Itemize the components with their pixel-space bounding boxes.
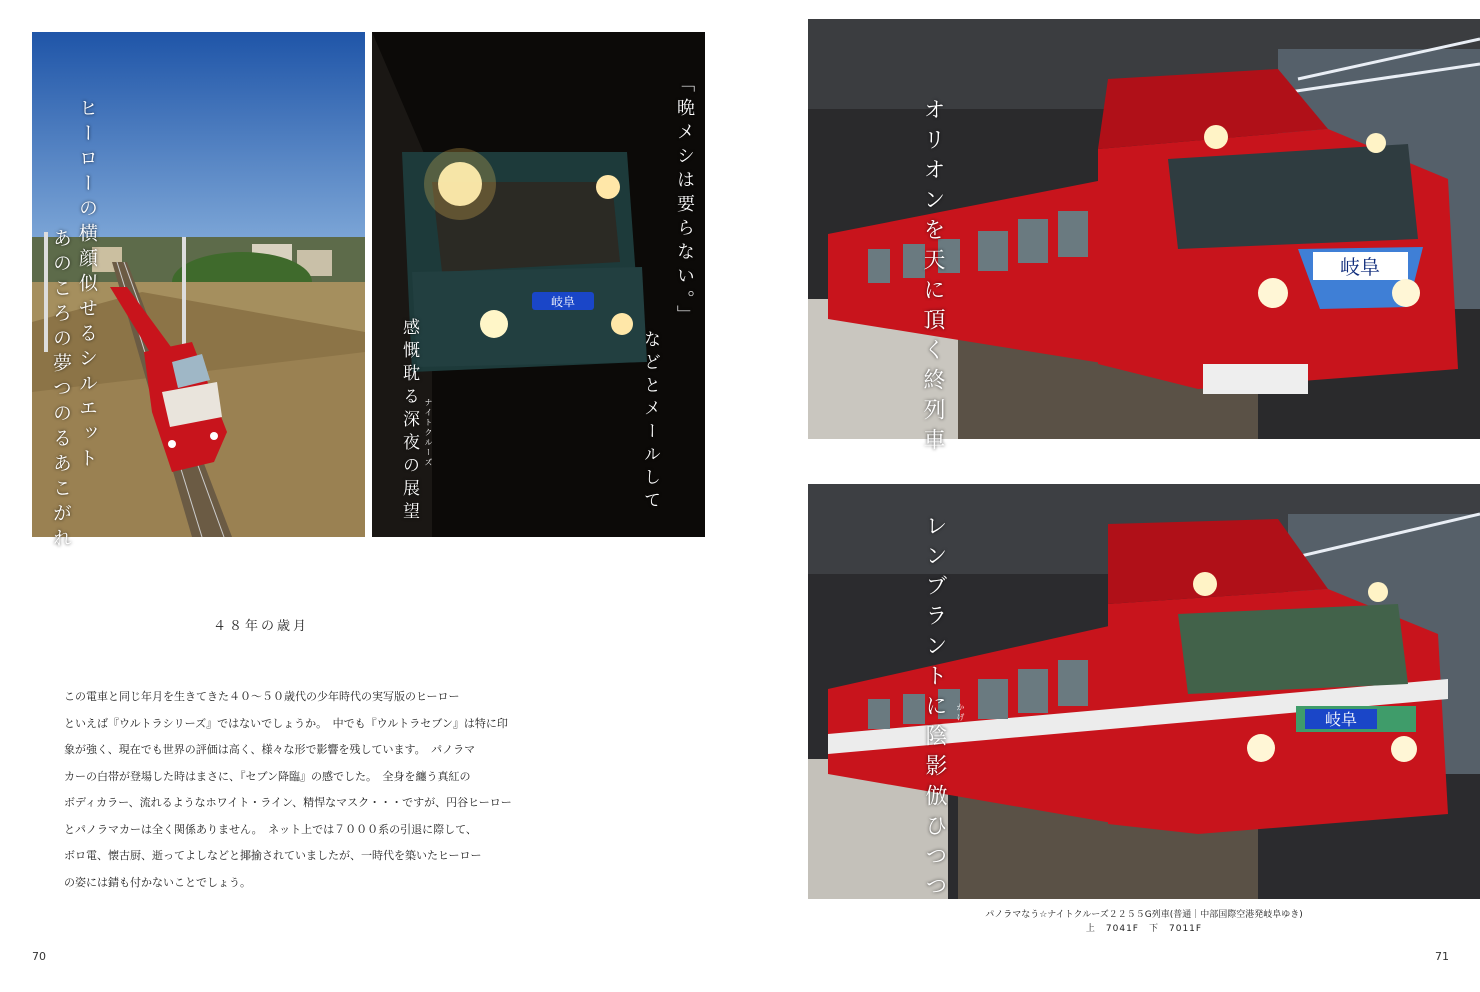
- page-number-left: 70: [32, 950, 46, 963]
- photo3-tanka: オリオンを天に頂く終列車: [920, 98, 945, 458]
- photo4-ruby: かげ: [956, 703, 965, 723]
- photo3-destination-sign: 岐阜: [1340, 255, 1380, 279]
- body-line: 象が強く、現在でも世界の評価は高く、様々な形で影響を残しています。 パノラマ: [64, 743, 476, 756]
- photo4-destination-sign: 岐阜: [1324, 710, 1358, 729]
- body-line: この電車と同じ年月を生きてきた４０～５０歳代の少年時代の実写版のヒーロー: [64, 690, 460, 703]
- photo2-mail-line: などとメールして: [640, 330, 660, 514]
- body-line: といえば『ウルトラシリーズ』ではないでしょうか。 中でも『ウルトラセブン』は特に印: [64, 716, 508, 730]
- photo2-ruby: ナイトクルーズ: [424, 398, 433, 468]
- body-line: とパノラマカーは全く関係ありません。 ネット上では７０００系の引退に際して、: [64, 822, 477, 836]
- body-line: の姿には錆も付かないことでしょう。: [64, 875, 251, 889]
- photo2-quote: 「晩メシは要らない。」: [674, 74, 695, 329]
- photo1-tanka-line1: ヒーローの横顔似せるシルエット: [76, 98, 98, 473]
- photo4-tanka: レンブラントに陰影倣ひつつ: [922, 514, 947, 904]
- photo-station-lower: [808, 484, 1480, 899]
- photo2-tanka-line: 感慨耽る深夜の展望: [399, 318, 419, 525]
- page-number-right: 71: [1435, 950, 1449, 963]
- article-heading: ４８年の歳月: [213, 619, 310, 634]
- photo-caption-formation: 上 7041F 下 7011F: [1085, 924, 1203, 934]
- body-line: ボロ電、懐古厨、逝ってよしなどと揶揄されていましたが、一時代を築いたヒーロー: [64, 849, 482, 862]
- photo-station-upper: [808, 19, 1480, 439]
- photo1-tanka-line2: あのころの夢つのるあこがれ: [50, 228, 72, 553]
- photo-caption: パノラマなう☆ナイトクルーズ２２５５G列車(普通｜中部国際空港発岐阜ゆき): [985, 910, 1303, 920]
- body-line: カーの白帯が登場した時はまさに、『セブン降臨』の感でした。 全身を纏う真紅の: [64, 769, 471, 783]
- body-line: ボディカラー、流れるようなホワイト・ライン、精悍なマスク・・・ですが、円谷ヒーロー: [64, 796, 512, 809]
- article-body: [64, 684, 512, 896]
- photo2-destination-sign: 岐阜: [550, 295, 576, 309]
